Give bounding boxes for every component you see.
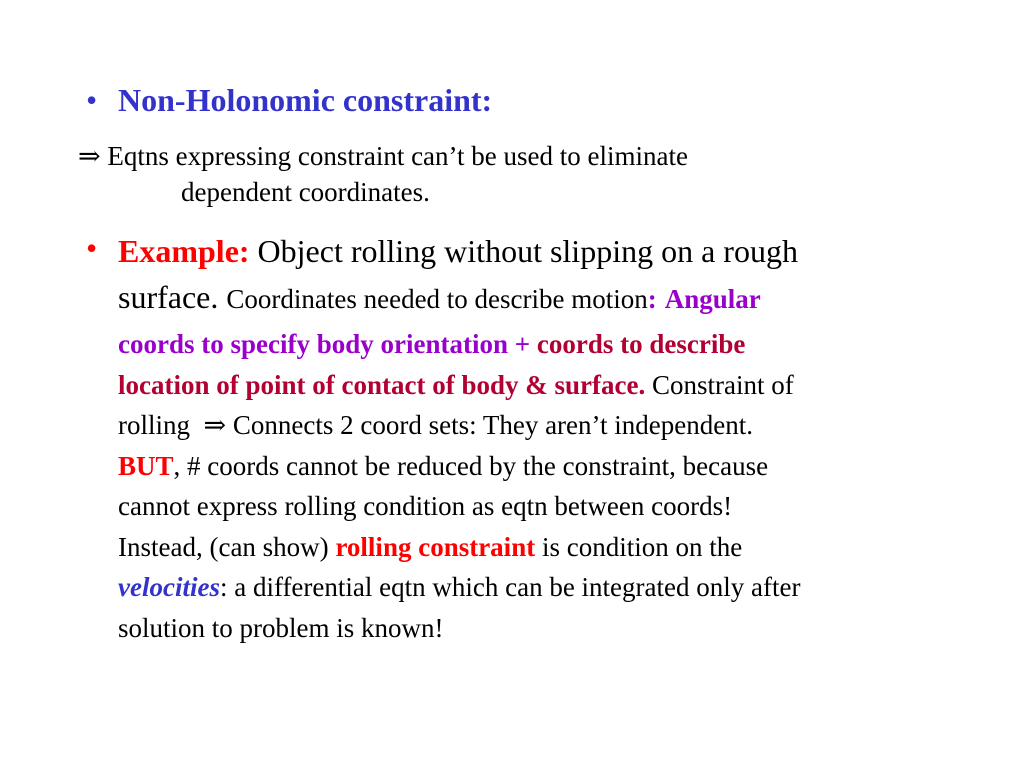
example-line-6 — [118, 446, 988, 487]
example-body — [118, 226, 988, 648]
example-line-2 — [118, 272, 988, 324]
implies-arrow: ⇒ — [78, 141, 101, 171]
example-text-2a: surface. — [118, 279, 219, 315]
contact-text-2: location of point of contact of body & surface. — [118, 369, 646, 400]
velocities-text: velocities — [118, 572, 220, 602]
example-text-2b: Coordinates needed to describe motion — [226, 284, 648, 314]
example-line-1 — [118, 226, 988, 276]
example-line-9 — [118, 567, 988, 608]
example-line-7: cannot express rolling condition as eqtn between coords! — [118, 491, 733, 521]
example-line-10: solution to problem is known! — [118, 612, 444, 643]
example-line-3 — [118, 324, 988, 365]
example-colon: : — [647, 284, 657, 314]
implication-line-2: dependent coordinates. — [181, 177, 430, 207]
coords-text: , # coords cannot be reduced by the constraint, because — [173, 450, 769, 481]
example-line-4 — [118, 365, 988, 406]
rolling-constraint-text: rolling constraint — [335, 531, 536, 562]
but-text: BUT — [118, 450, 174, 481]
non-holonomic-heading: Non-Holonomic constraint: — [118, 82, 493, 118]
rolling-text: rolling — [118, 410, 190, 440]
differential-text: : a differential eqtn which can be integrated only after — [219, 572, 801, 602]
bullet-marker: • — [86, 82, 98, 118]
orientation-text: coords to specify body orientation + — [118, 329, 531, 359]
example-label: Example: — [118, 233, 250, 269]
angular-text: Angular — [664, 284, 761, 314]
implication-line-1 — [78, 138, 978, 174]
implies-arrow: ⇒ — [203, 410, 227, 440]
implication-text-1: Eqtns expressing constraint can’t be used to eliminate — [107, 141, 688, 171]
example-text-1: Object rolling without slipping on a rough — [257, 233, 798, 269]
example-line-8 — [118, 527, 988, 568]
instead-text: Instead, (can show) — [118, 531, 329, 562]
example-line-5 — [118, 405, 988, 446]
implication-statement — [78, 138, 978, 210]
constraint-of-text: Constraint of — [651, 369, 794, 400]
condition-text: is condition on the — [541, 531, 743, 562]
contact-text-1: coords to describe — [536, 329, 746, 359]
bullet-marker: • — [86, 230, 98, 266]
connects-text: Connects 2 coord sets: They aren’t independent. — [232, 410, 753, 440]
